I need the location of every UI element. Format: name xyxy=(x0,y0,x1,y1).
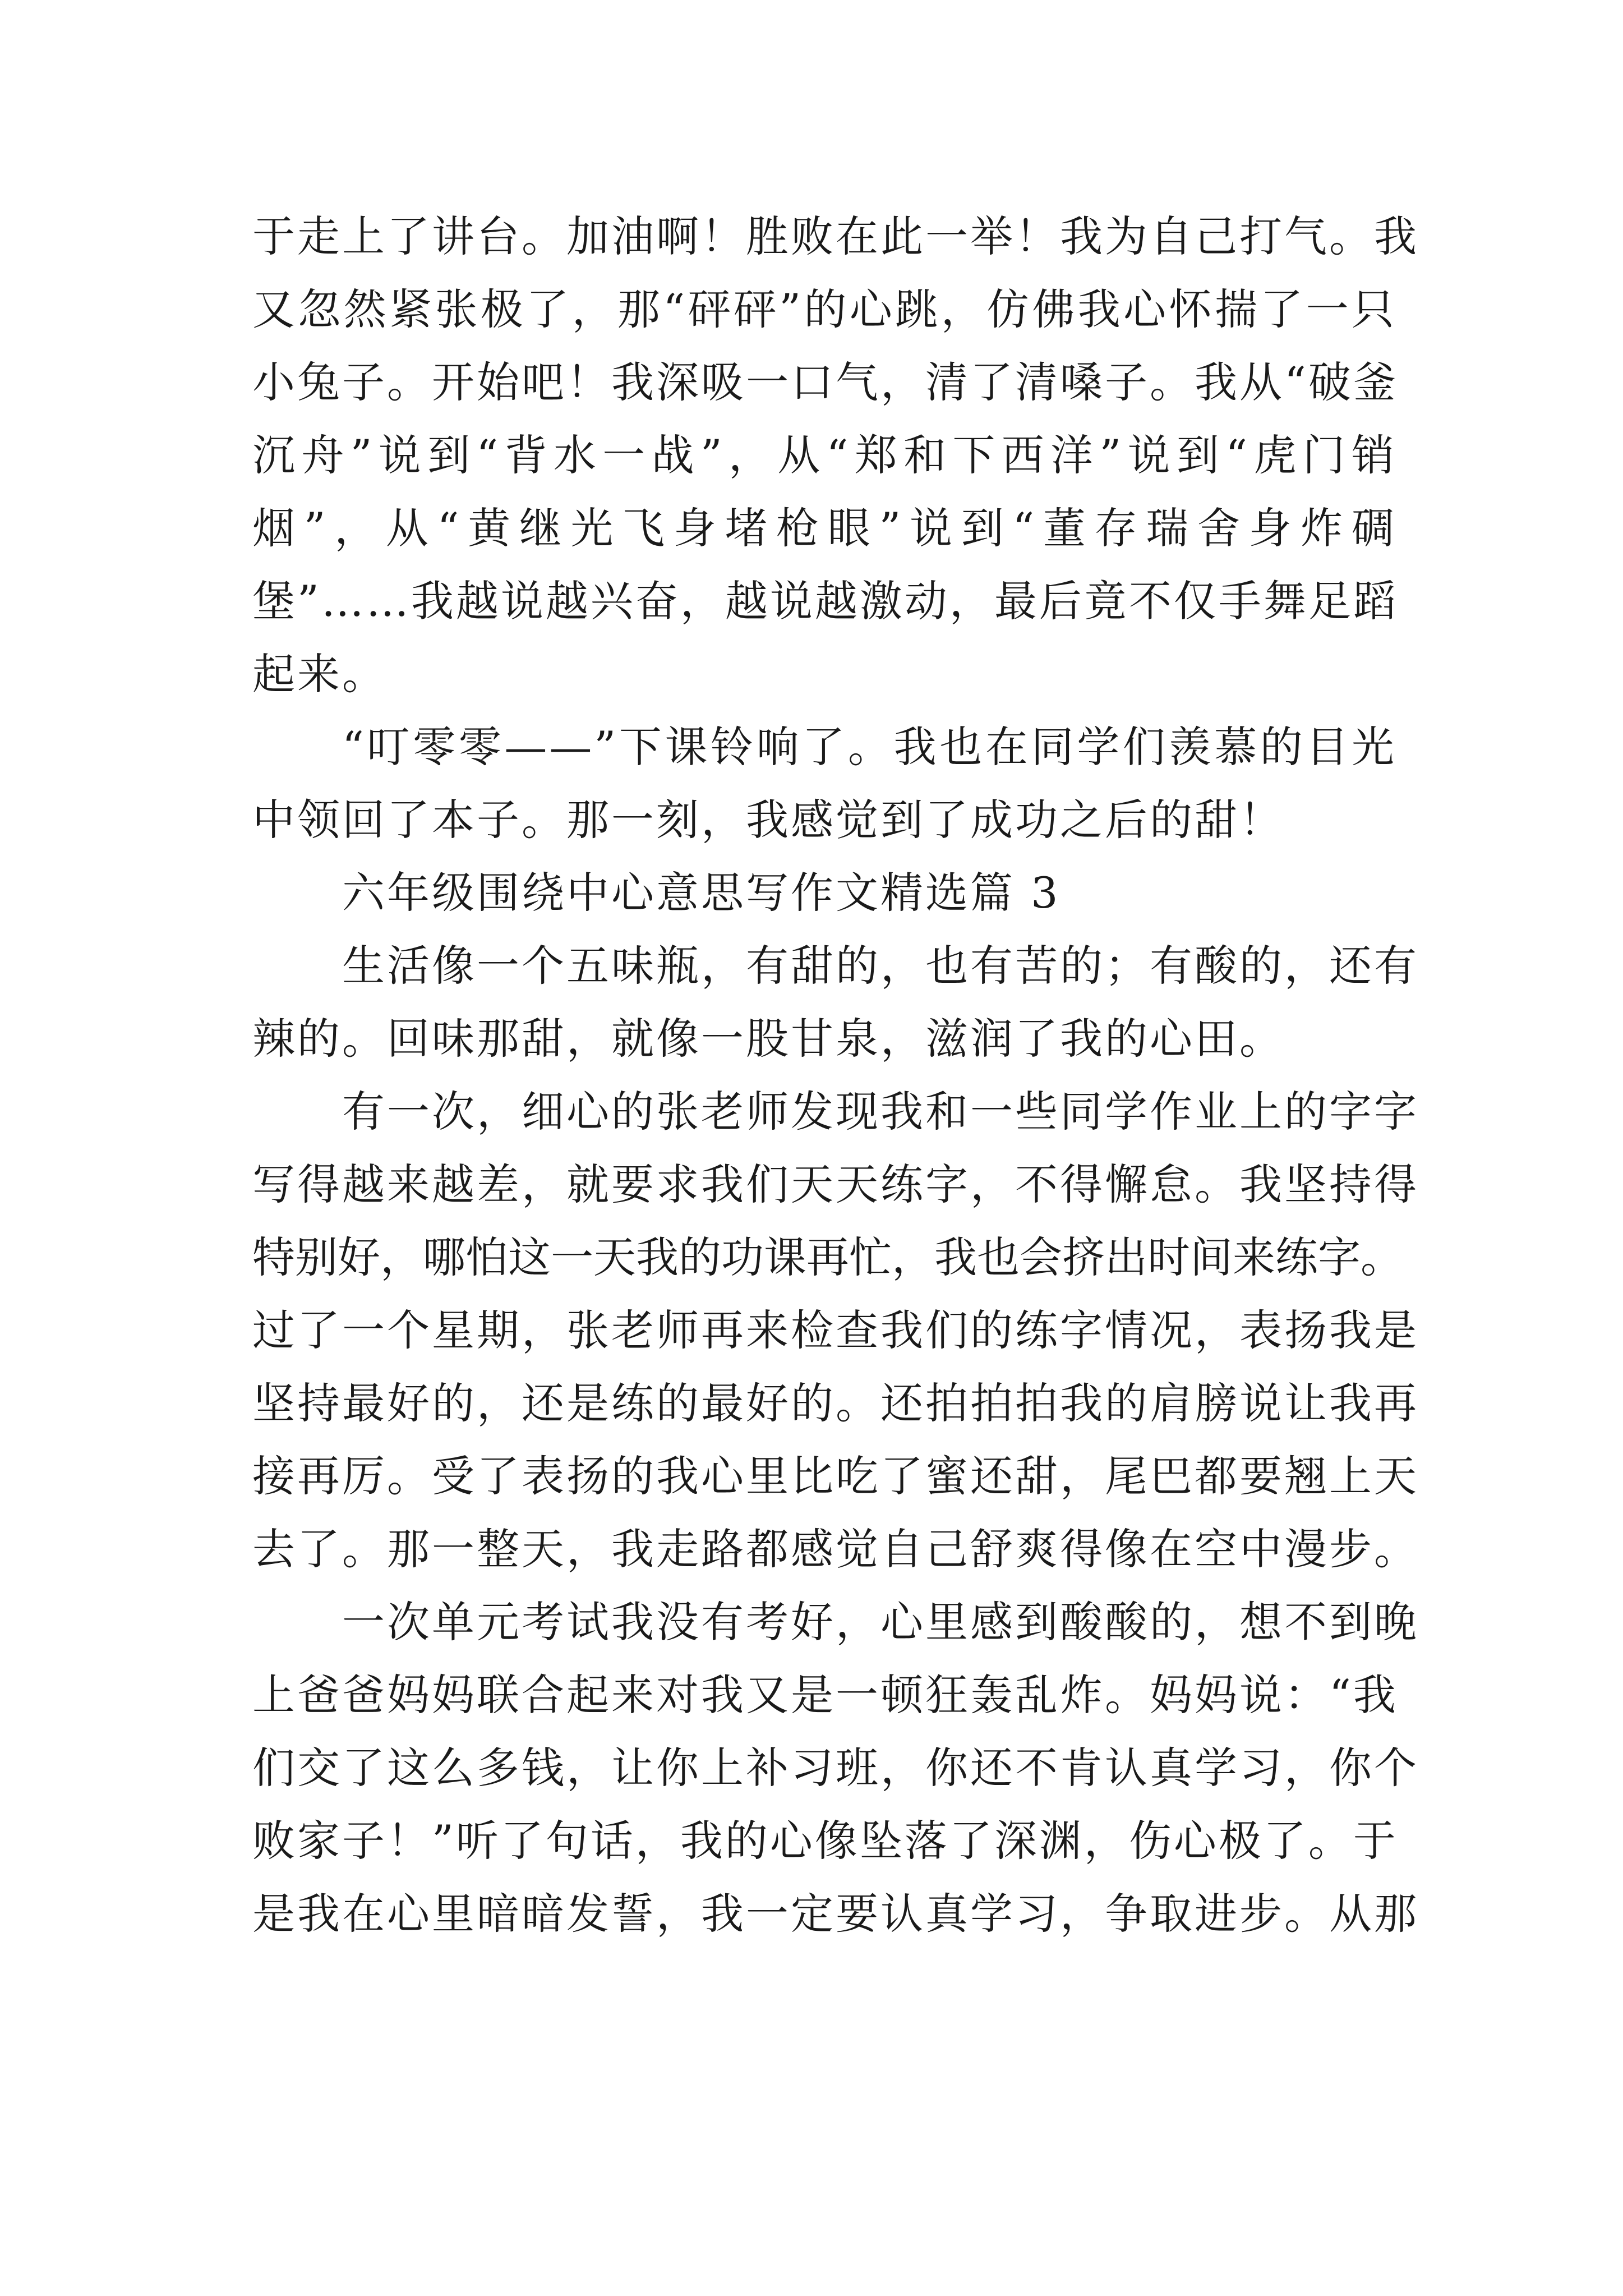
text-line: 辣的。回味那甜，就像一股甘泉，滋润了我的心田。 xyxy=(252,1014,1284,1064)
text-line: 是我在心里暗暗发誓，我一定要认真学习，争取进步。从那 xyxy=(252,1889,1419,1939)
text-line: 坚持最好的，还是练的最好的。还拍拍拍我的肩膀说让我再 xyxy=(252,1378,1419,1428)
text-line: 生活像一个五味瓶，有甜的，也有苦的；有酸的，还有 xyxy=(342,941,1419,991)
text-line: “叮零零——”下课铃响了。我也在同学们羡慕的目光 xyxy=(342,722,1396,772)
text-line: 上爸爸妈妈联合起来对我又是一顿狂轰乱炸。妈妈说：“我 xyxy=(252,1670,1398,1720)
text-line: 一次单元考试我没有考好，心里感到酸酸的，想不到晚 xyxy=(342,1597,1419,1647)
text-line: 特别好，哪怕这一天我的功课再忙，我也会挤出时间来练字。 xyxy=(252,1232,1403,1282)
text-line: 去了。那一整天，我走路都感觉自己舒爽得像在空中漫步。 xyxy=(252,1524,1419,1574)
text-line: 于走上了讲台。加油啊！胜败在此一举！我为自己打气。我 xyxy=(252,211,1419,261)
text-line: 有一次，细心的张老师发现我和一些同学作业上的字字 xyxy=(342,1087,1419,1137)
text-line: 又忽然紧张极了，那“砰砰”的心跳，仿佛我心怀揣了一只 xyxy=(252,284,1396,334)
text-line: 烟”，从“黄继光飞身堵枪眼”说到“董存瑞舍身炸碉 xyxy=(252,503,1396,553)
text-line: 们交了这么多钱，让你上补习班，你还不肯认真学习，你个 xyxy=(252,1743,1419,1793)
text-line: 接再厉。受了表扬的我心里比吃了蜜还甜，尾巴都要翘上天 xyxy=(252,1451,1419,1501)
text-line: 沉舟”说到“背水一战”，从“郑和下西洋”说到“虎门销 xyxy=(252,430,1396,480)
text-line: 堡”……我越说越兴奋，越说越激动，最后竟不仅手舞足蹈 xyxy=(252,576,1398,626)
text-line: 中领回了本子。那一刻，我感觉到了成功之后的甜！ xyxy=(252,795,1284,845)
text-line: 败家子！”听了句话，我的心像坠落了深渊，伤心极了。于 xyxy=(252,1816,1398,1866)
section-heading: 六年级围绕中心意思写作文精选篇 3 xyxy=(342,868,1061,918)
text-line: 写得越来越差，就要求我们天天练字，不得懈怠。我坚持得 xyxy=(252,1159,1419,1209)
text-line: 过了一个星期，张老师再来检查我们的练字情况，表扬我是 xyxy=(252,1305,1419,1355)
text-line: 起来。 xyxy=(252,649,387,699)
text-line: 小兔子。开始吧！我深吸一口气，清了清嗓子。我从“破釜 xyxy=(252,357,1398,407)
